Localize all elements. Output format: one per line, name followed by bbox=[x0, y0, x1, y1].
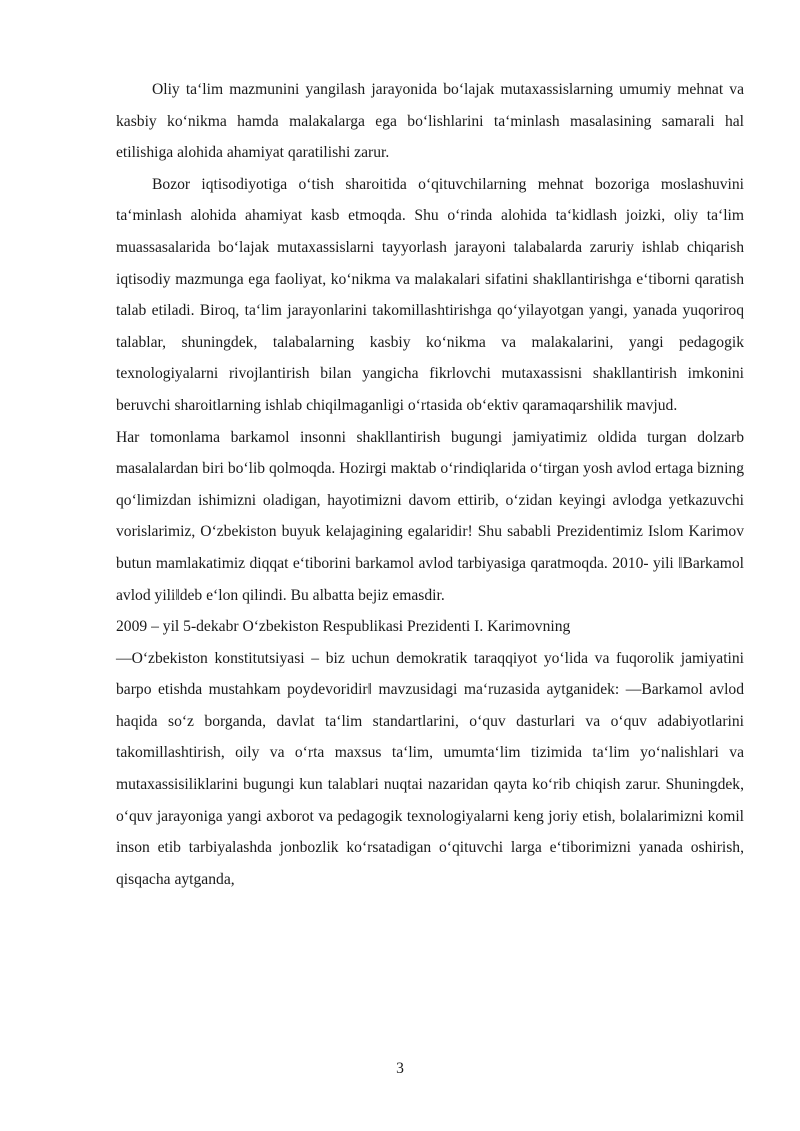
paragraph-2: Bozor iqtisodiyotiga o‘tish sharoitida o‘qituvchilarning mehnat bozoriga moslashuvini ta‘minlash alohida ahamiyat kasb etmoqda. Shu o‘rinda alohida ta‘kidlash joizki, oliy ta‘lim muassasalarida bo‘lajak mutaxassislarni tayyorlash jarayoni talabalarda zaruriy ishlab chiqarish iqtisodiy mazmunga ega faoliyat, ko‘nikma va malakalari sifatini shakllantirishga e‘tiborni qaratish talab etiladi. Biroq, ta‘lim jarayonlarini takomillashtirishga qo‘yilayotgan yangi, yanada yuqoriroq talablar, shuningdek, talabalarning kasbiy ko‘nikma va malakalarini, yangi pedagogik texnologiyalarni rivojlantirish bilan yangicha fikrlovchi mutaxassisni shakllantirish imkonini beruvchi sharoitlarning ishlab chiqilmaganligi o‘rtasida ob‘ektiv qaramaqarshilik mavjud. bbox=[116, 175, 744, 414]
page-number: 3 bbox=[396, 1060, 404, 1077]
paragraph-1: Oliy ta‘lim mazmunini yangilash jarayonida bo‘lajak mutaxassislarning umumiy mehnat va kasbiy ko‘nikma hamda malakalarga ega bo‘lishlarini ta‘minlash masalasining samarali hal etilishiga alohida ahamiyat qaratilishi zarur. bbox=[116, 81, 744, 162]
document-page bbox=[116, 74, 744, 895]
paragraph-3: Har tomonlama barkamol insonni shakllantirish bugungi jamiyatimiz oldida turgan dolzarb masalalardan biri bo‘lib qolmoqda. Hozirgi maktab o‘rindiqlarida o‘tirgan yosh avlod ertaga bizning qo‘limizdan ishimizni oladigan, hayotimizni davom ettirib, o‘zidan keyingi avlodga yetkazuvchi vorislarimiz, O‘zbekiston buyuk kelajagining egalaridir! Shu sababli Prezidentimiz Islom Karimov butun mamlakatimiz diqqat e‘tiborini barkamol avlod tarbiyasiga qaratmoqda. 2010- yili ‖Barkamol avlod yili‖deb e‘lon qilindi. Bu albatta bejiz emasdir. bbox=[116, 428, 744, 604]
paragraph-4: 2009 – yil 5-dekabr O‘zbekiston Respublikasi Prezidenti I. Karimovning bbox=[116, 618, 571, 636]
paragraph-5: ―O‘zbekiston konstitutsiyasi – biz uchun demokratik taraqqiyot yo‘lida va fuqorolik jamiyatini barpo etishda mustahkam poydevoridir‖ mavzusidagi ma‘ruzasida aytganidek: ―Barkamol avlod haqida so‘z borganda, davlat ta‘lim standartlarini, o‘quv dasturlari va o‘quv adabiyotlarini takomillashtirish, oily va o‘rta maxsus ta‘lim, umumta‘lim tizimida ta‘lim yo‘nalishlari va mutaxassisiliklarini bugungi kun talablari nuqtai nazaridan qayta ko‘rib chiqish zarur. Shuningdek, o‘quv jarayoniga yangi axborot va pedagogik texnologiyalarni keng joriy etish, bolalarimizni komil inson etib tarbiyalashda jonbozlik ko‘rsatadigan o‘qituvchi larga e‘tiborimizni yanada oshirish, qisqacha aytganda, bbox=[116, 649, 744, 888]
